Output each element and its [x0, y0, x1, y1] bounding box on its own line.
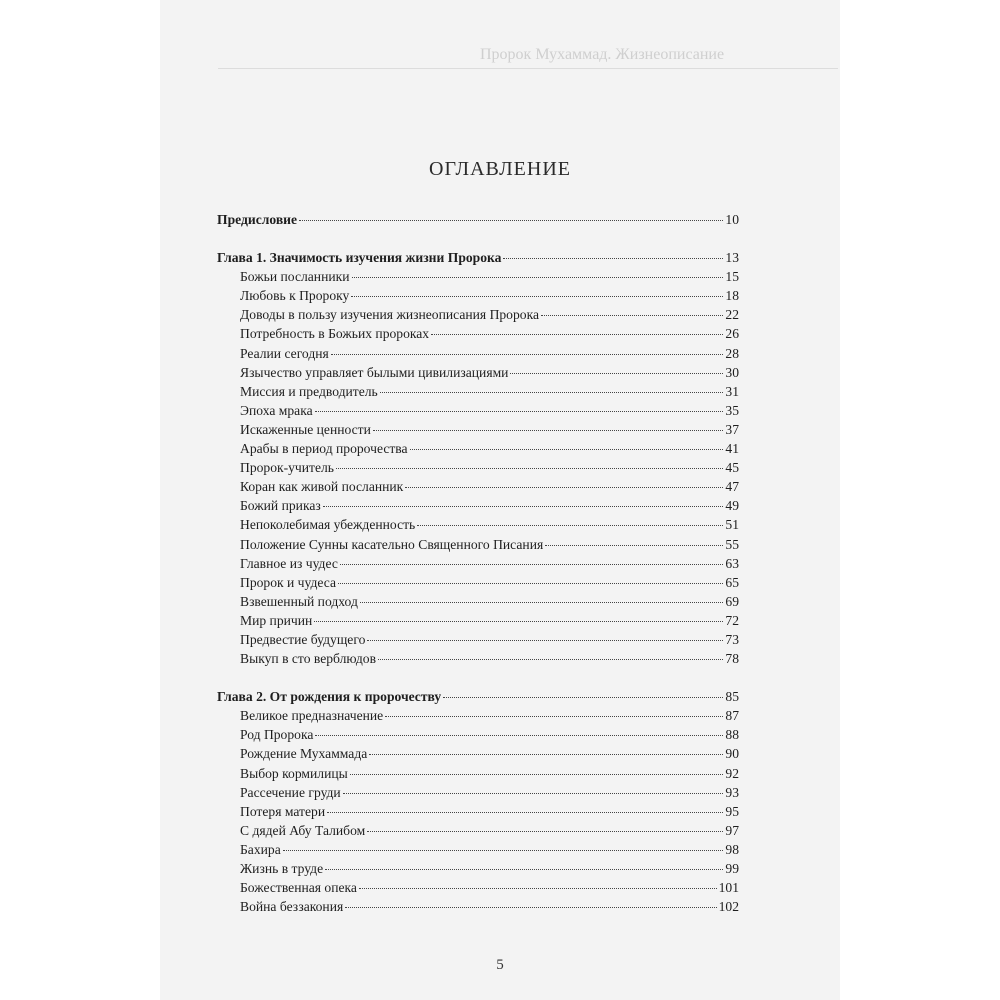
toc-dot-leader — [314, 621, 723, 622]
page-number: 5 — [496, 957, 504, 973]
toc-entry — [217, 840, 739, 859]
toc-entry — [217, 554, 739, 573]
toc-entry-title: Выбор кормилицы — [240, 765, 348, 781]
toc-entry-title: Арабы в период пророчества — [240, 441, 408, 457]
toc-dot-leader — [385, 716, 723, 717]
bleed-through-rule — [218, 68, 838, 69]
toc-entry — [217, 401, 739, 420]
toc-entry — [217, 458, 739, 477]
toc-entry — [217, 859, 739, 878]
toc-entry-page: 90 — [725, 746, 739, 762]
toc-entry-page: 101 — [718, 880, 739, 896]
toc-entry-page: 35 — [725, 402, 739, 418]
toc-entry-title: Пророк и чудеса — [240, 574, 336, 590]
toc-entry-title: Искаженные ценности — [240, 421, 371, 437]
toc-entry-page: 98 — [725, 841, 739, 857]
toc-dot-leader — [369, 754, 723, 755]
toc-entry-title: Глава 1. Значимость изучения жизни Пророка — [217, 250, 502, 266]
toc-entry — [217, 802, 739, 821]
toc-dot-leader — [338, 583, 723, 584]
toc-dot-leader — [345, 907, 716, 908]
toc-dot-leader — [351, 296, 723, 297]
toc-entry-title: Великое предназначение — [240, 708, 384, 724]
toc-entry-title: Положение Сунны касательно Священного Писания — [240, 536, 544, 552]
toc-entry-title: Непоколебимая убежденность — [240, 517, 416, 533]
toc-entry — [217, 821, 739, 840]
toc-entry — [217, 267, 739, 286]
toc-entry-title: Жизнь в труде — [240, 861, 324, 876]
toc-dot-leader — [327, 812, 723, 813]
toc-entry-page: 41 — [725, 441, 739, 457]
toc-dot-leader — [283, 850, 724, 851]
toc-entry — [217, 744, 739, 763]
toc-entry-title: Эпоха мрака — [240, 402, 313, 418]
toc-entry — [217, 649, 739, 668]
toc-entry-title: Доводы в пользу изучения жизнеописания Пророка — [240, 307, 540, 323]
toc-entry-page: 13 — [725, 250, 739, 266]
toc-entry-page: 22 — [725, 307, 739, 323]
toc-dot-leader — [352, 277, 724, 278]
toc-entry-page: 97 — [725, 822, 739, 838]
toc-dot-leader — [367, 640, 723, 641]
toc-section-gap — [217, 229, 739, 248]
toc-dot-leader — [359, 888, 717, 889]
toc-entry-title: Язычество управляет былыми цивилизациями — [240, 364, 509, 380]
toc-entry — [217, 535, 739, 554]
toc-entry — [217, 363, 739, 382]
toc-entry — [217, 592, 739, 611]
toc-dot-leader — [331, 354, 724, 355]
toc-entry-page: 51 — [725, 517, 739, 533]
toc-entry-page: 69 — [725, 593, 739, 609]
toc-dot-leader — [431, 334, 723, 335]
toc-chapter-entry — [217, 248, 739, 267]
toc-entry-page: 65 — [725, 574, 739, 590]
toc-entry-title: Рождение Мухаммада — [240, 746, 368, 762]
toc-entry — [217, 783, 739, 802]
toc-chapter-entry — [217, 687, 739, 706]
toc-entry-title: Выкуп в сто верблюдов — [240, 651, 377, 667]
toc-dot-leader — [340, 564, 724, 565]
toc-entry-title: Мир причин — [240, 612, 313, 628]
toc-entry — [217, 305, 739, 324]
toc-dot-leader — [315, 735, 723, 736]
toc-entry — [217, 496, 739, 515]
toc-entry-page: 92 — [725, 765, 739, 781]
toc-entry — [217, 439, 739, 458]
toc-entry-title: Реалии сегодня — [240, 345, 329, 361]
toc-entry-title: Божьи посланники — [240, 269, 350, 285]
toc-entry-page: 78 — [725, 651, 739, 667]
toc-entry-title: Бахира — [240, 841, 281, 857]
toc-entry-title: Миссия и предводитель — [240, 383, 378, 399]
toc-dot-leader — [323, 506, 724, 507]
toc-dot-leader — [336, 468, 723, 469]
toc-entry-page: 72 — [725, 612, 739, 628]
toc-entry-title: Рассечение груди — [240, 784, 341, 800]
toc-entry — [217, 573, 739, 592]
toc-entry-page: 47 — [725, 479, 739, 495]
toc-entry — [217, 382, 739, 401]
toc-entry-page: 18 — [725, 288, 739, 304]
toc-entry-title: Род Пророка — [240, 727, 314, 743]
toc-entry-page: 88 — [725, 727, 739, 743]
toc-dot-leader — [510, 373, 723, 374]
toc-list — [217, 210, 739, 916]
toc-entry-page: 73 — [725, 631, 739, 647]
toc-entry-page: 26 — [725, 326, 739, 342]
toc-dot-leader — [378, 659, 723, 660]
toc-entry-title: С дядей Абу Талибом — [240, 822, 366, 838]
toc-entry — [217, 878, 739, 897]
toc-entry-page: 95 — [725, 803, 739, 819]
toc-entry-page: 15 — [725, 269, 739, 285]
toc-entry — [217, 725, 739, 744]
toc-entry-page: 85 — [725, 689, 739, 705]
toc-dot-leader — [325, 869, 723, 870]
toc-entry-page: 28 — [725, 345, 739, 361]
toc-entry-page: 55 — [725, 536, 739, 552]
toc-entry-title: Коран как живой посланник — [240, 479, 404, 495]
toc-dot-leader — [405, 487, 723, 488]
toc-entry-title: Глава 2. От рождения к пророчеству — [217, 689, 442, 705]
toc-dot-leader — [541, 315, 723, 316]
toc-dot-leader — [360, 602, 724, 603]
toc-entry-page: 30 — [725, 364, 739, 380]
toc-entry-title: Предисловие — [217, 212, 298, 227]
bleed-through-header: Пророк Мухаммад. Жизнеописание — [480, 46, 725, 63]
toc-entry-title: Божий приказ — [240, 498, 321, 514]
toc-entry — [217, 420, 739, 439]
toc-entry-page: 102 — [718, 899, 739, 915]
toc-entry — [217, 897, 739, 916]
toc-entry-page: 63 — [725, 555, 739, 571]
toc-section-gap — [217, 668, 739, 687]
toc-entry-page: 31 — [725, 383, 739, 399]
toc-entry — [217, 630, 739, 649]
toc-entry-title: Пророк-учитель — [240, 460, 335, 476]
toc-dot-leader — [343, 793, 724, 794]
toc-dot-leader — [315, 411, 724, 412]
toc-entry-title: Предвестие будущего — [240, 631, 366, 647]
toc-entry-title: Любовь к Пророку — [240, 288, 350, 304]
toc-entry — [217, 611, 739, 630]
toc-entry-page: 37 — [725, 421, 739, 437]
toc-entry — [217, 286, 739, 305]
toc-dot-leader — [410, 449, 724, 450]
toc-entry-page: 10 — [725, 212, 739, 227]
toc-entry-title: Главное из чудес — [240, 555, 338, 571]
toc-entry-page: 49 — [725, 498, 739, 514]
toc-title: ОГЛАВЛЕНИЕ — [429, 158, 571, 180]
toc-dot-leader — [373, 430, 724, 431]
toc-entry-page: 93 — [725, 784, 739, 800]
toc-entry-title: Потребность в Божьих пророках — [240, 326, 430, 342]
toc-entry-page: 45 — [725, 460, 739, 476]
toc-entry-title: Потеря матери — [240, 803, 326, 819]
toc-entry-title: Война беззакония — [240, 899, 344, 915]
toc-entry — [217, 515, 739, 534]
toc-entry-title: Божественная опека — [240, 880, 357, 896]
toc-entry — [217, 764, 739, 783]
toc-dot-leader — [380, 392, 724, 393]
toc-entry — [217, 706, 739, 725]
toc-entry-page: 99 — [725, 861, 739, 876]
toc-dot-leader — [417, 525, 723, 526]
toc-dot-leader — [367, 831, 723, 832]
toc-entry — [217, 324, 739, 343]
toc-entry — [217, 344, 739, 363]
toc-dot-leader — [503, 258, 723, 259]
toc-dot-leader — [545, 545, 723, 546]
toc-dot-leader — [443, 697, 723, 698]
toc-entry-page: 87 — [725, 708, 739, 724]
toc-dot-leader — [350, 774, 724, 775]
toc-dot-leader — [299, 220, 723, 221]
toc-entry-title: Взвешенный подход — [240, 593, 358, 609]
toc-entry — [217, 477, 739, 496]
toc-chapter-entry — [217, 210, 739, 229]
